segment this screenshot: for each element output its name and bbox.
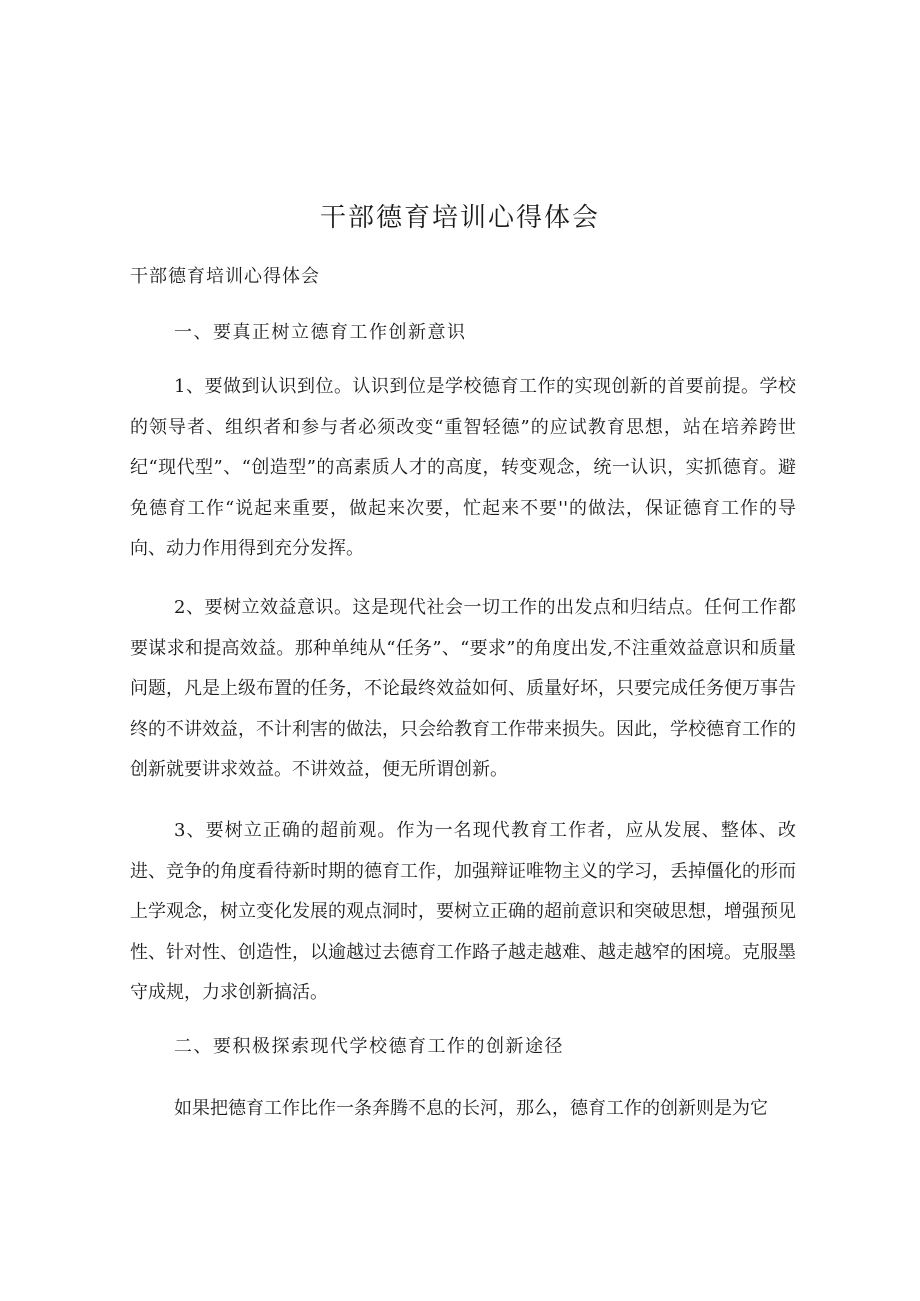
paragraph-1: 1、要做到认识到位。认识到位是学校德育工作的实现创新的首要前提。学校的领导者、组织者和参与者必须改变“重智轻德”的应试教育思想，站在培养跨世纪“现代型”、“创造型”的高素质人才的高度，转变观念，统一认识，实抓德育。避免德育工作“说起来重要，做起来次要，忙起来不要''的做法，保证德育工作的导向、动力作用得到充分发挥。	[130, 376, 796, 560]
section-heading-1: 一、要真正树立德育工作创新意识	[174, 322, 467, 343]
paragraph-4: 如果把德育工作比作一条奔腾不息的长河，那么，德育工作的创新则是为它	[174, 1098, 768, 1119]
document-subtitle: 干部德育培训心得体会	[130, 266, 320, 287]
document-title: 干部德育培训心得体会	[319, 203, 600, 233]
paragraph-3: 3、要树立正确的超前观。作为一名现代教育工作者，应从发展、整体、改进、竞争的角度看待新时期的德育工作，加强辩证唯物主义的学习，丢掉僵化的形而上学观念，树立变化发展的观点洞时，要树立正确的超前意识和突破思想，增强预见性、针对性、创造性，以逾越过去德育工作路子越走越难、越走越窄的困境。克服墨守成规，力求创新搞活。	[130, 820, 796, 1004]
paragraph-2: 2、要树立效益意识。这是现代社会一切工作的出发点和归结点。任何工作都要谋求和提高效益。那种单纯从“任务”、“要求”的角度出发,不注重效益意识和质量问题，凡是上级布置的任务，不论最终效益如何、质量好坏，只要完成任务便万事告终的不讲效益，不计利害的做法，只会给教育工作带来损失。因此，学校德育工作的创新就要讲求效益。不讲效益，便无所谓创新。	[130, 597, 796, 781]
section-heading-2: 二、要积极探索现代学校德育工作的创新途径	[174, 1036, 564, 1057]
